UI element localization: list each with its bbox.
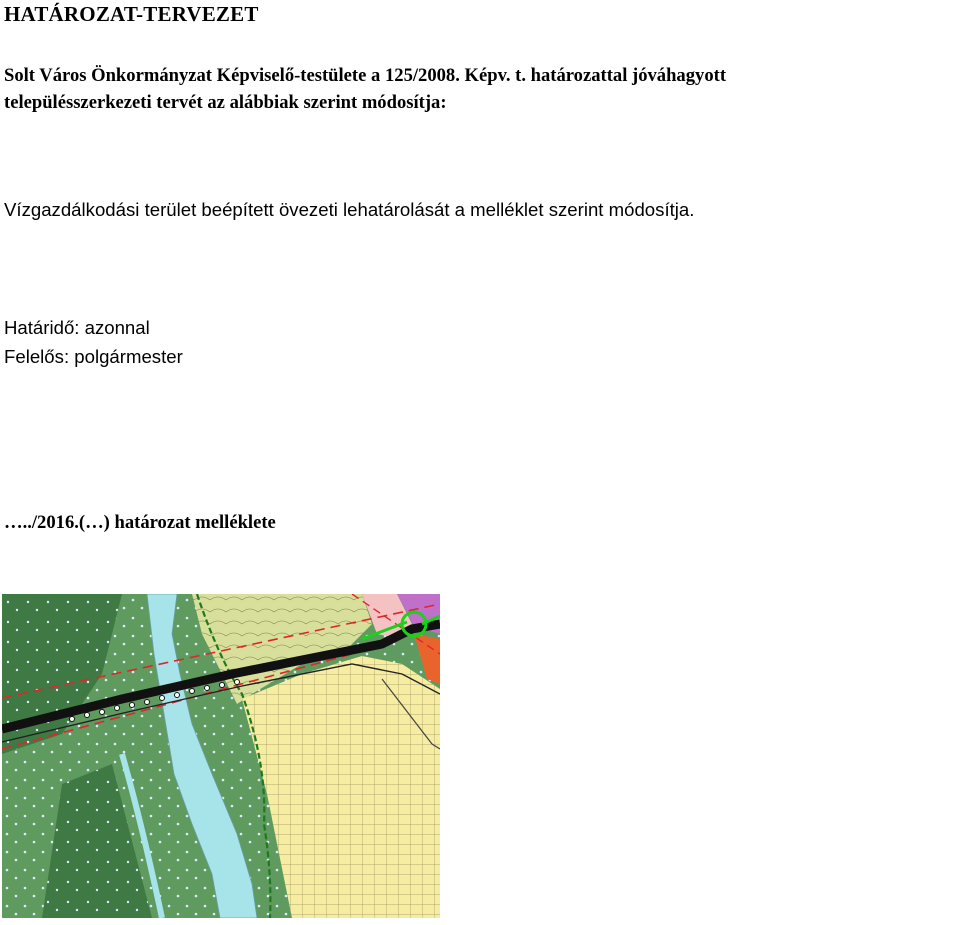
intro-line-1: Solt Város Önkormányzat Képviselő-testülete a 125/2008. Képv. t. határozattal jóváhagyott <box>4 65 727 86</box>
land-use-map-image <box>2 594 440 918</box>
intro-paragraph <box>4 62 960 116</box>
responsible-text: Felelős: polgármester <box>4 346 183 367</box>
annex-title: …../2016.(…) határozat melléklete <box>4 512 276 533</box>
document-title: HATÁROZAT-TERVEZET <box>4 2 259 26</box>
decision-text: Vízgazdálkodási terület beépített övezeti lehatárolását a melléklet szerint módosítja. <box>4 199 695 220</box>
deadline-text: Határidő: azonnal <box>4 317 150 338</box>
deadline-block <box>4 313 183 371</box>
map-drawing <box>2 594 440 918</box>
intro-line-2: településszerkezeti tervét az alábbiak szerint módosítja: <box>4 92 447 113</box>
